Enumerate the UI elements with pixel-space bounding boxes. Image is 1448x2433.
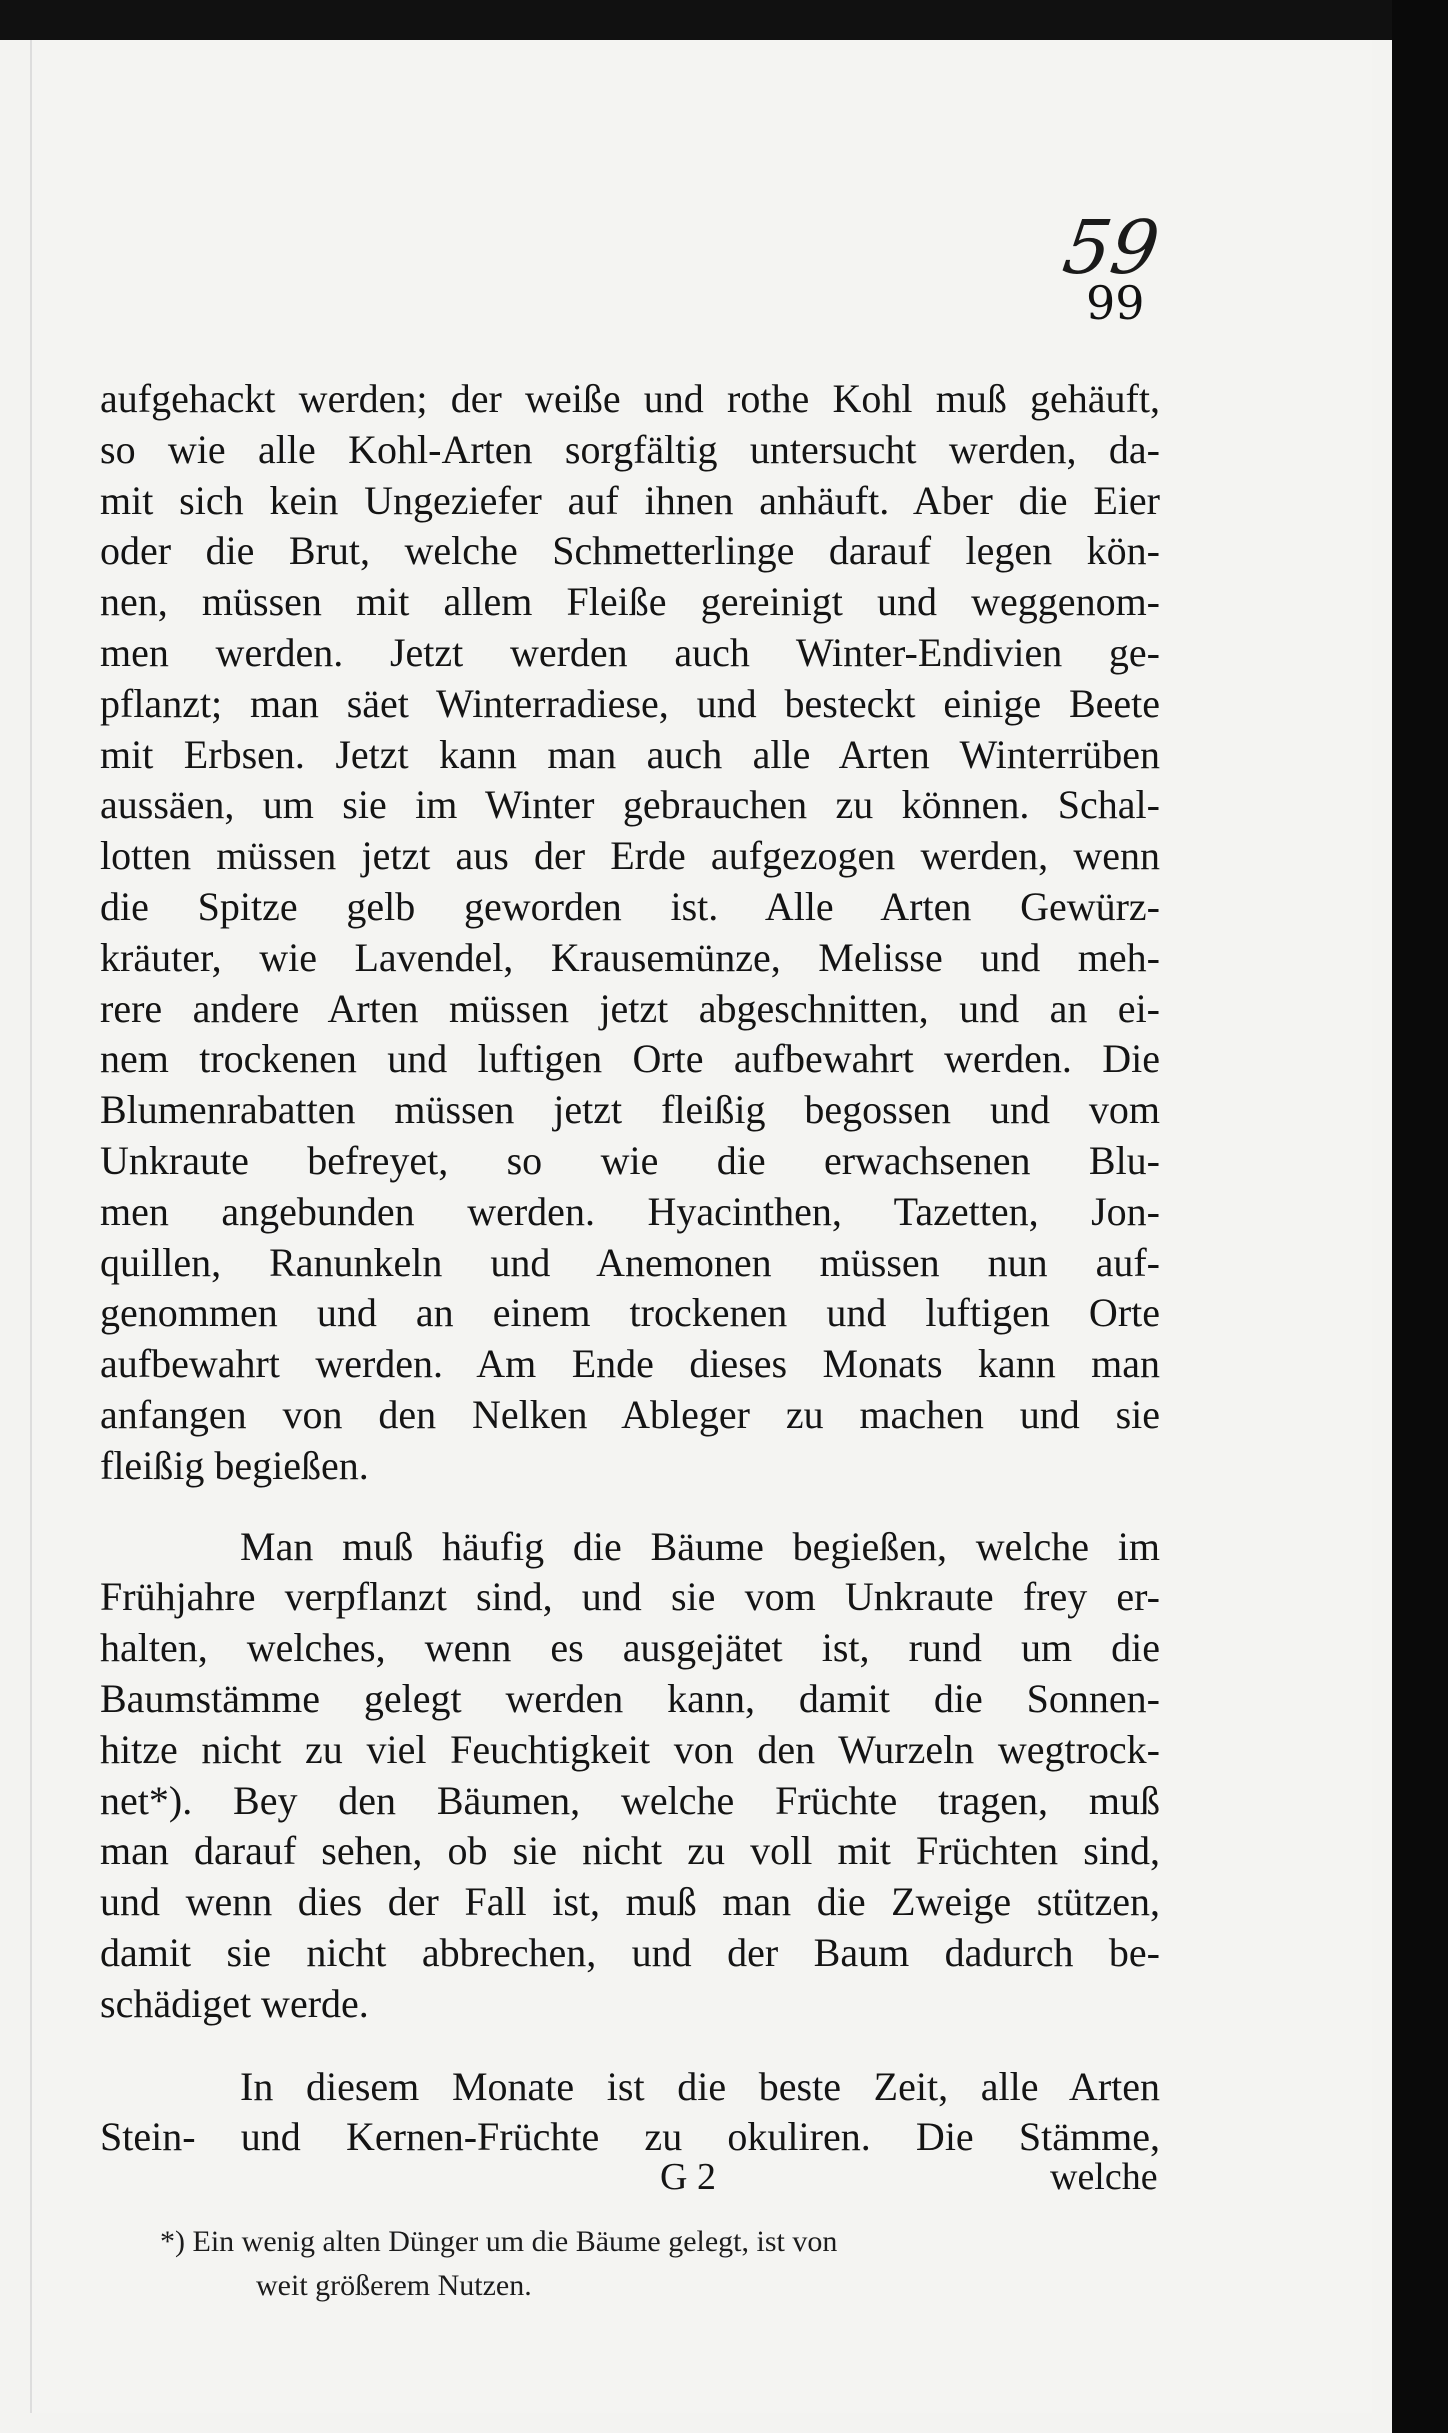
footnote-line: weit größerem Nutzen. bbox=[256, 2269, 532, 2302]
text-line: fleißig begießen. bbox=[100, 1442, 369, 1488]
text-line: net*). Bey den Bäumen, welche Früchte tragen, muß bbox=[100, 1777, 1160, 1823]
text-line: halten, welches, wenn es ausgejätet ist, rund um die bbox=[100, 1625, 1160, 1671]
signature-mark: G 2 bbox=[660, 2156, 716, 2198]
text-line: aussäen, um sie im Winter gebrauchen zu können. Schal- bbox=[100, 782, 1160, 828]
footnote-line: *) Ein wenig alten Dünger um die Bäume gelegt, ist von bbox=[160, 2225, 838, 2258]
text-line: und wenn dies der Fall ist, muß man die Zweige stützen, bbox=[100, 1879, 1160, 1925]
text-line: aufgehackt werden; der weiße und rothe Kohl muß gehäuft, bbox=[100, 376, 1160, 421]
text-line: In diesem Monate ist die beste Zeit, alle Arten bbox=[240, 2063, 1160, 2109]
text-line: oder die Brut, welche Schmetterlinge darauf legen kön- bbox=[100, 528, 1160, 574]
text-line: anfangen von den Nelken Ableger zu machen und sie bbox=[100, 1391, 1160, 1437]
paragraph-1 bbox=[100, 374, 1160, 1492]
page-number: 99 bbox=[1086, 276, 1145, 330]
text-line: kräuter, wie Lavendel, Krausemünze, Melisse und meh- bbox=[100, 934, 1160, 980]
text-line: so wie alle Kohl-Arten sorgfältig untersucht werden, da- bbox=[100, 426, 1160, 472]
paragraph-2 bbox=[100, 1522, 1160, 2030]
text-line: mit sich kein Ungeziefer auf ihnen anhäuft. Aber die Eier bbox=[100, 477, 1160, 523]
text-line: genommen und an einem trockenen und luftigen Orte bbox=[100, 1290, 1160, 1336]
text-line: nen, müssen mit allem Fleiße gereinigt und weggenom- bbox=[100, 579, 1160, 625]
text-line: lotten müssen jetzt aus der Erde aufgezogen werden, wenn bbox=[100, 833, 1160, 879]
text-line: Frühjahre verpflanzt sind, und sie vom Unkraute frey er- bbox=[100, 1574, 1160, 1620]
footnote bbox=[160, 2220, 1180, 2308]
scan-border-top bbox=[0, 0, 1448, 40]
text-line: men werden. Jetzt werden auch Winter-Endivien ge- bbox=[100, 629, 1160, 675]
handwritten-folio-number: 59 bbox=[1057, 205, 1165, 291]
text-line: Unkraute befreyet, so wie die erwachsenen Blu- bbox=[100, 1137, 1160, 1183]
text-line: damit sie nicht abbrechen, und der Baum dadurch be- bbox=[100, 1929, 1160, 1975]
paragraph-3 bbox=[100, 2062, 1160, 2164]
text-line: quillen, Ranunkeln und Anemonen müssen nun auf- bbox=[100, 1239, 1160, 1285]
text-line: man darauf sehen, ob sie nicht zu voll mit Früchten sind, bbox=[100, 1828, 1160, 1874]
text-line: mit Erbsen. Jetzt kann man auch alle Arten Winterrüben bbox=[100, 731, 1160, 777]
text-line: men angebunden werden. Hyacinthen, Tazetten, Jon- bbox=[100, 1188, 1160, 1234]
text-line: hitze nicht zu viel Feuchtigkeit von den Wurzeln wegtrock- bbox=[100, 1726, 1160, 1772]
text-line: Blumenrabatten müssen jetzt fleißig begossen und vom bbox=[100, 1087, 1160, 1133]
text-line: nem trockenen und luftigen Orte aufbewahrt werden. Die bbox=[100, 1036, 1160, 1082]
text-line: Stein- und Kernen-Früchte zu okuliren. Die Stämme, bbox=[100, 2114, 1160, 2160]
text-line: aufbewahrt werden. Am Ende dieses Monats kann man bbox=[100, 1341, 1160, 1387]
text-line: rere andere Arten müssen jetzt abgeschnitten, und an ei- bbox=[100, 985, 1160, 1031]
catchword: welche bbox=[1050, 2156, 1158, 2198]
text-line: Baumstämme gelegt werden kann, damit die Sonnen- bbox=[100, 1675, 1160, 1721]
text-line: schädiget werde. bbox=[100, 1980, 369, 2026]
text-line: Man muß häufig die Bäume begießen, welche im bbox=[240, 1523, 1160, 1569]
body-text bbox=[100, 374, 1160, 2163]
text-line: die Spitze gelb geworden ist. Alle Arten Gewürz- bbox=[100, 883, 1160, 929]
text-line: pflanzt; man säet Winterradiese, und besteckt einige Beete bbox=[100, 680, 1160, 726]
scan-border-right bbox=[1392, 0, 1448, 2433]
